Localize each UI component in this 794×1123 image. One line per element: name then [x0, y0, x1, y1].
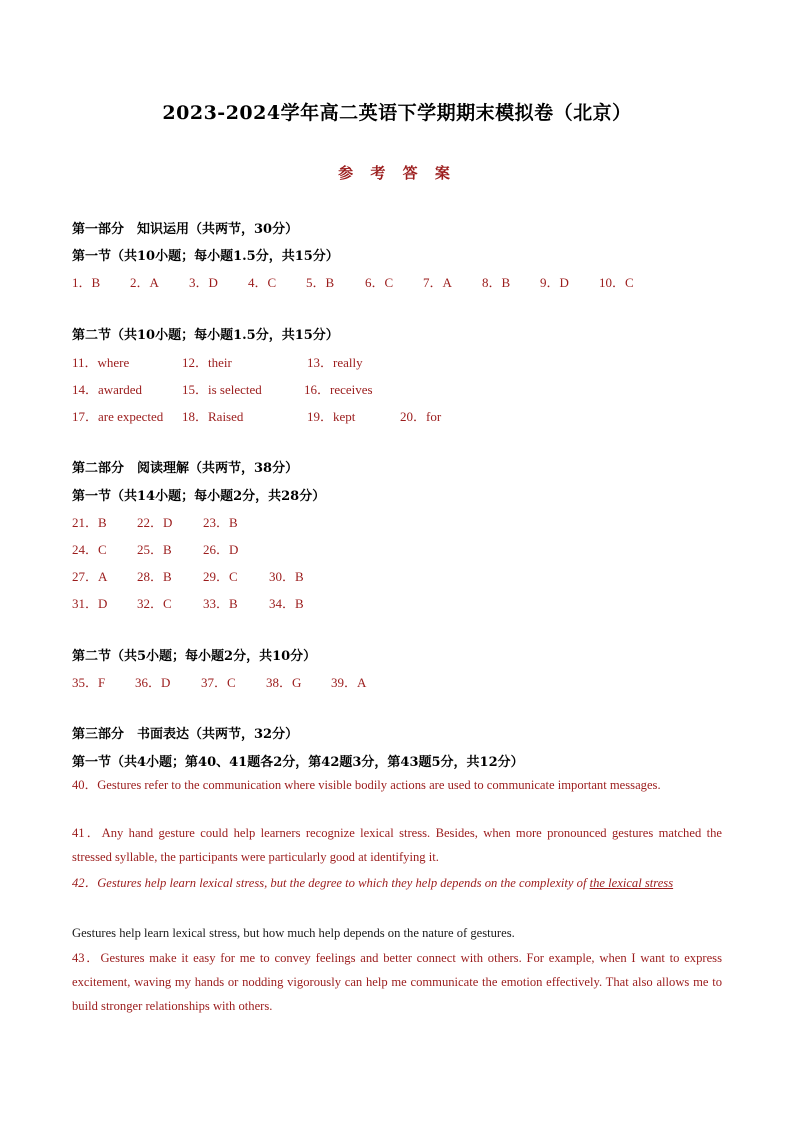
- answer-41: 41．Any hand gesture could help learners recognize lexical stress. Besides, when more pronounced gestures matched the stressed syllable, the participants were particularly good at identifying it.: [72, 826, 722, 864]
- answer-item: 8．B: [482, 275, 511, 290]
- answer-item: 16．receives: [304, 382, 373, 397]
- answer-40: 40．Gestures refer to the communication where visible bodily actions are used to communicate important messages.: [72, 778, 661, 792]
- answer-item: 7．A: [423, 275, 452, 290]
- answer-item: 19．kept: [307, 409, 356, 424]
- answer-item: 29．C: [203, 569, 238, 584]
- answer-item: 37．C: [201, 675, 236, 690]
- answer-42-text: 42．Gestures help learn lexical stress, but the degree to which they help depends on the complexity of: [72, 876, 590, 890]
- part2-section1-heading: 第一节（共14小题；每小题2分，共28分）: [72, 489, 326, 504]
- answer-item: 5．B: [306, 275, 335, 290]
- page-subtitle: 参 考 答 案: [338, 164, 456, 182]
- answer-item: 18．Raised: [182, 409, 244, 424]
- part3-heading: 第三部分 书面表达（共两节，32分）: [72, 727, 299, 742]
- part2-heading: 第二部分 阅读理解（共两节，38分）: [72, 461, 299, 476]
- answer-item: 30．B: [269, 569, 304, 584]
- part2-section2-heading: 第二节（共5小题；每小题2分，共10分）: [72, 649, 317, 664]
- answer-item: 12．their: [182, 355, 232, 370]
- answer-item: 35．F: [72, 675, 106, 690]
- answer-item: 28．B: [137, 569, 172, 584]
- answer-item: 15．is selected: [182, 382, 262, 397]
- answer-item: 17．are expected: [72, 409, 164, 424]
- answer-item: 14．awarded: [72, 382, 143, 397]
- answer-item: 27．A: [72, 569, 108, 584]
- answer-item: 9．D: [540, 275, 569, 290]
- answer-item: 38．G: [266, 675, 302, 690]
- answer-item: 34．B: [269, 596, 304, 611]
- answer-item: 11．where: [72, 355, 130, 370]
- part1-section2-heading: 第二节（共10小题；每小题1.5分，共15分）: [72, 328, 339, 343]
- answer-item: 1．B: [72, 275, 101, 290]
- answer-42-underlined: the lexical stress: [589, 876, 674, 890]
- answer-item: 33．B: [203, 596, 238, 611]
- answer-item: 2．A: [130, 275, 159, 290]
- part3-section1-heading: 第一节（共4小题；第40、41题各2分，第42题3分，第43题5分，共12分）: [72, 755, 524, 770]
- answer-item: 32．C: [137, 596, 172, 611]
- answer-item: 4．C: [248, 275, 277, 290]
- answer-42-alternative: Gestures help learn lexical stress, but how much help depends on the nature of gestures.: [72, 926, 515, 940]
- answer-item: 20．for: [400, 409, 442, 424]
- page-title: 2023-2024学年高二英语下学期期末模拟卷（北京）: [162, 102, 632, 124]
- part1-section1-heading: 第一节（共10小题；每小题1.5分，共15分）: [72, 249, 339, 264]
- answer-43: 43．Gestures make it easy for me to convey feelings and better connect with others. For example, when I want to express excitement, waving my hands or nodding vigorously can help me communicate the emotion effectively. That also allows me to build stronger relationships with others.: [72, 951, 722, 1013]
- answer-item: 6．C: [365, 275, 394, 290]
- answer-item: 22．D: [137, 515, 173, 530]
- answer-item: 31．D: [72, 596, 108, 611]
- answer-42: [72, 871, 722, 895]
- answer-item: 36．D: [135, 675, 171, 690]
- answer-item: 3．D: [189, 275, 218, 290]
- answer-item: 21．B: [72, 515, 107, 530]
- answer-item: 24．C: [72, 542, 107, 557]
- part1-heading: 第一部分 知识运用（共两节，30分）: [72, 222, 299, 237]
- answer-item: 13．really: [307, 355, 363, 370]
- answer-item: 23．B: [203, 515, 238, 530]
- answer-item: 10．C: [599, 275, 634, 290]
- answer-item: 26．D: [203, 542, 239, 557]
- answer-item: 25．B: [137, 542, 172, 557]
- answer-item: 39．A: [331, 675, 367, 690]
